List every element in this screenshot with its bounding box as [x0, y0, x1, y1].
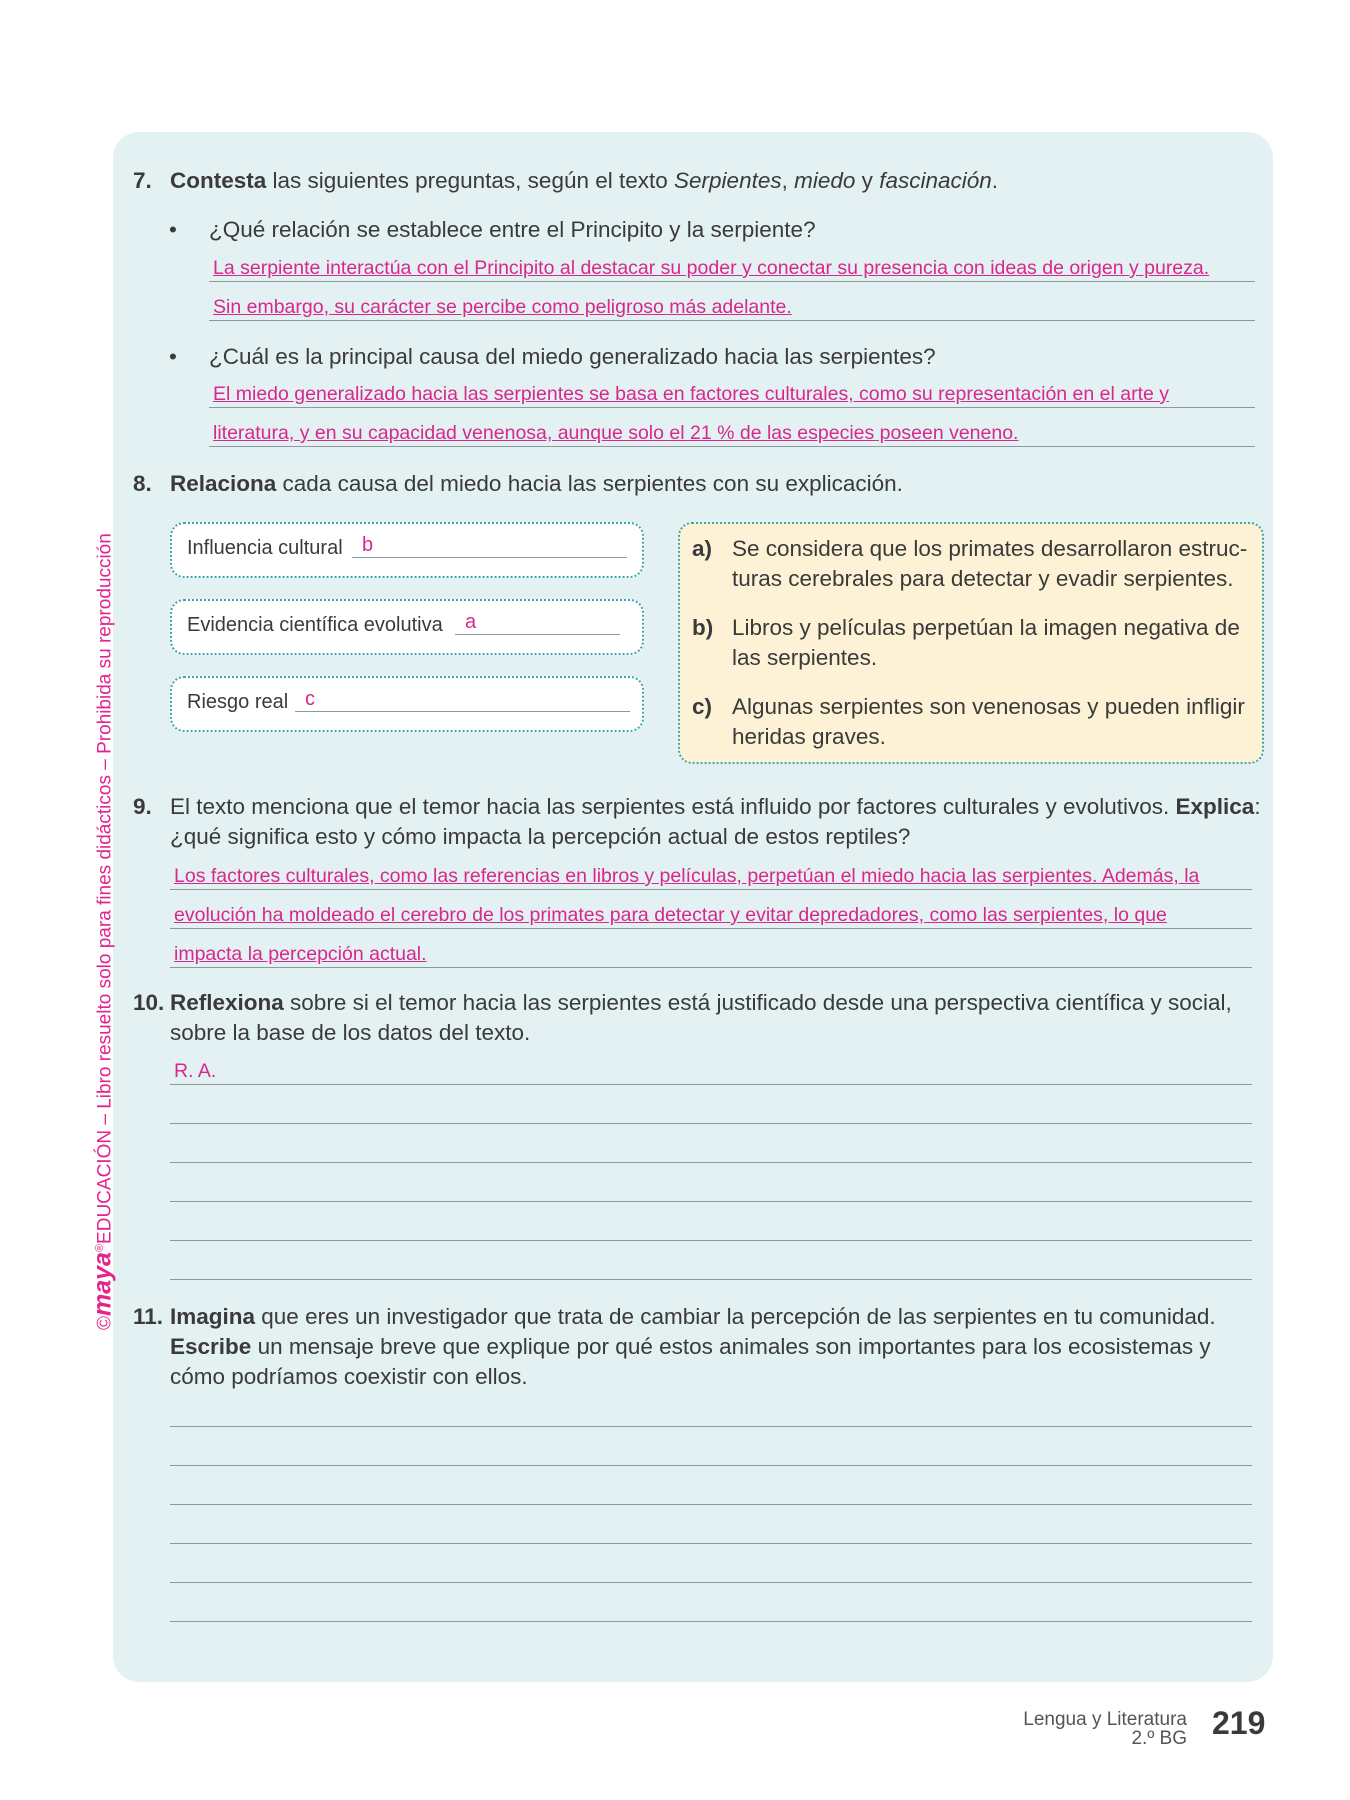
q11-answer-line-2[interactable] [170, 1465, 1252, 1466]
cause-answer-riesgo[interactable]: c [295, 688, 630, 712]
q7-answer-line-3[interactable]: El miedo generalizado hacia las serpientes se basa en factores culturales, como su representación en el arte y [209, 374, 1255, 408]
page-number: 219 [1212, 1705, 1266, 1741]
cause-box-cultural: Influencia cultural b [170, 522, 644, 578]
q11-answer-line-6[interactable] [170, 1621, 1252, 1622]
question-10: 10. Reflexiona sobre si el temor hacia las serpientes está justificado desde una perspectiva científica y social, sobre la base de los datos del texto. [133, 990, 1232, 1045]
cause-answer-cultural[interactable]: b [352, 534, 627, 558]
cause-answer-evolutiva[interactable]: a [455, 611, 620, 635]
sidebar-copyright: ©maya®EDUCACIÓN – Libro resuelto solo para fines didácticos – Prohibida su reproducción [88, 533, 117, 1330]
q11-answer-line-3[interactable] [170, 1504, 1252, 1505]
q9-answer-line-3[interactable]: impacta la percepción actual. [170, 934, 1252, 968]
q10-answer-line-4[interactable] [170, 1201, 1252, 1202]
q10-answer-line-1[interactable]: R. A. [170, 1051, 1252, 1085]
question-11: 11. Imagina que eres un investigador que trata de cambiar la percepción de las serpientes en tu comunidad. Escribe un mensaje breve que explique por qué estos animales son importantes para los ecosistemas y cómo podríamos coexistir con ellos. [133, 1304, 1216, 1389]
cause-box-evolutiva: Evidencia científica evolutiva a [170, 599, 644, 655]
q10-answer-line-5[interactable] [170, 1240, 1252, 1241]
options-box: a) Se considera que los primates desarrollaron estruc-turas cerebrales para detectar y evadir serpientes. b) Libros y películas perpetúan la imagen negativa de las serpientes. c) Algunas serpientes son venenosas y pueden infligir heridas graves. [678, 522, 1264, 764]
q10-answer-line-6[interactable] [170, 1279, 1252, 1280]
footer-grade: 2.º BG [1131, 1728, 1187, 1749]
page-footer [1023, 1710, 1187, 1748]
bullet-icon: • [169, 217, 177, 242]
q9-answer-line-2[interactable]: evolución ha moldeado el cerebro de los primates para detectar y evitar depredadores, como las serpientes, lo que [170, 895, 1252, 929]
q11-answer-line-1[interactable] [170, 1426, 1252, 1427]
q10-answer-line-2[interactable] [170, 1123, 1252, 1124]
cause-box-riesgo: Riesgo real c [170, 676, 644, 732]
q9-answer-line-1[interactable]: Los factores culturales, como las referencias en libros y películas, perpetúan el miedo hacia las serpientes. Además, la [170, 856, 1252, 890]
question-9: 9. El texto menciona que el temor hacia las serpientes está influido por factores culturales y evolutivos. Explica: ¿qué significa esto y cómo impacta la percepción actual de estos reptiles? [133, 794, 1261, 849]
q11-answer-line-5[interactable] [170, 1582, 1252, 1583]
q11-answer-line-4[interactable] [170, 1543, 1252, 1544]
q10-answer-line-3[interactable] [170, 1162, 1252, 1163]
brand-logo: maya [88, 1252, 117, 1316]
footer-subject: Lengua y Literatura [1023, 1709, 1187, 1730]
bullet-icon: • [169, 344, 177, 369]
q7-answer-line-1[interactable]: La serpiente interactúa con el Principito al destacar su poder y conectar su presencia con ideas de origen y pureza. [209, 248, 1255, 282]
q7-answer-line-2[interactable]: Sin embargo, su carácter se percibe como peligroso más adelante. [209, 287, 1255, 321]
q7-answer-line-4[interactable]: literatura, y en su capacidad venenosa, aunque solo el 21 % de las especies poseen veneno. [209, 413, 1255, 447]
